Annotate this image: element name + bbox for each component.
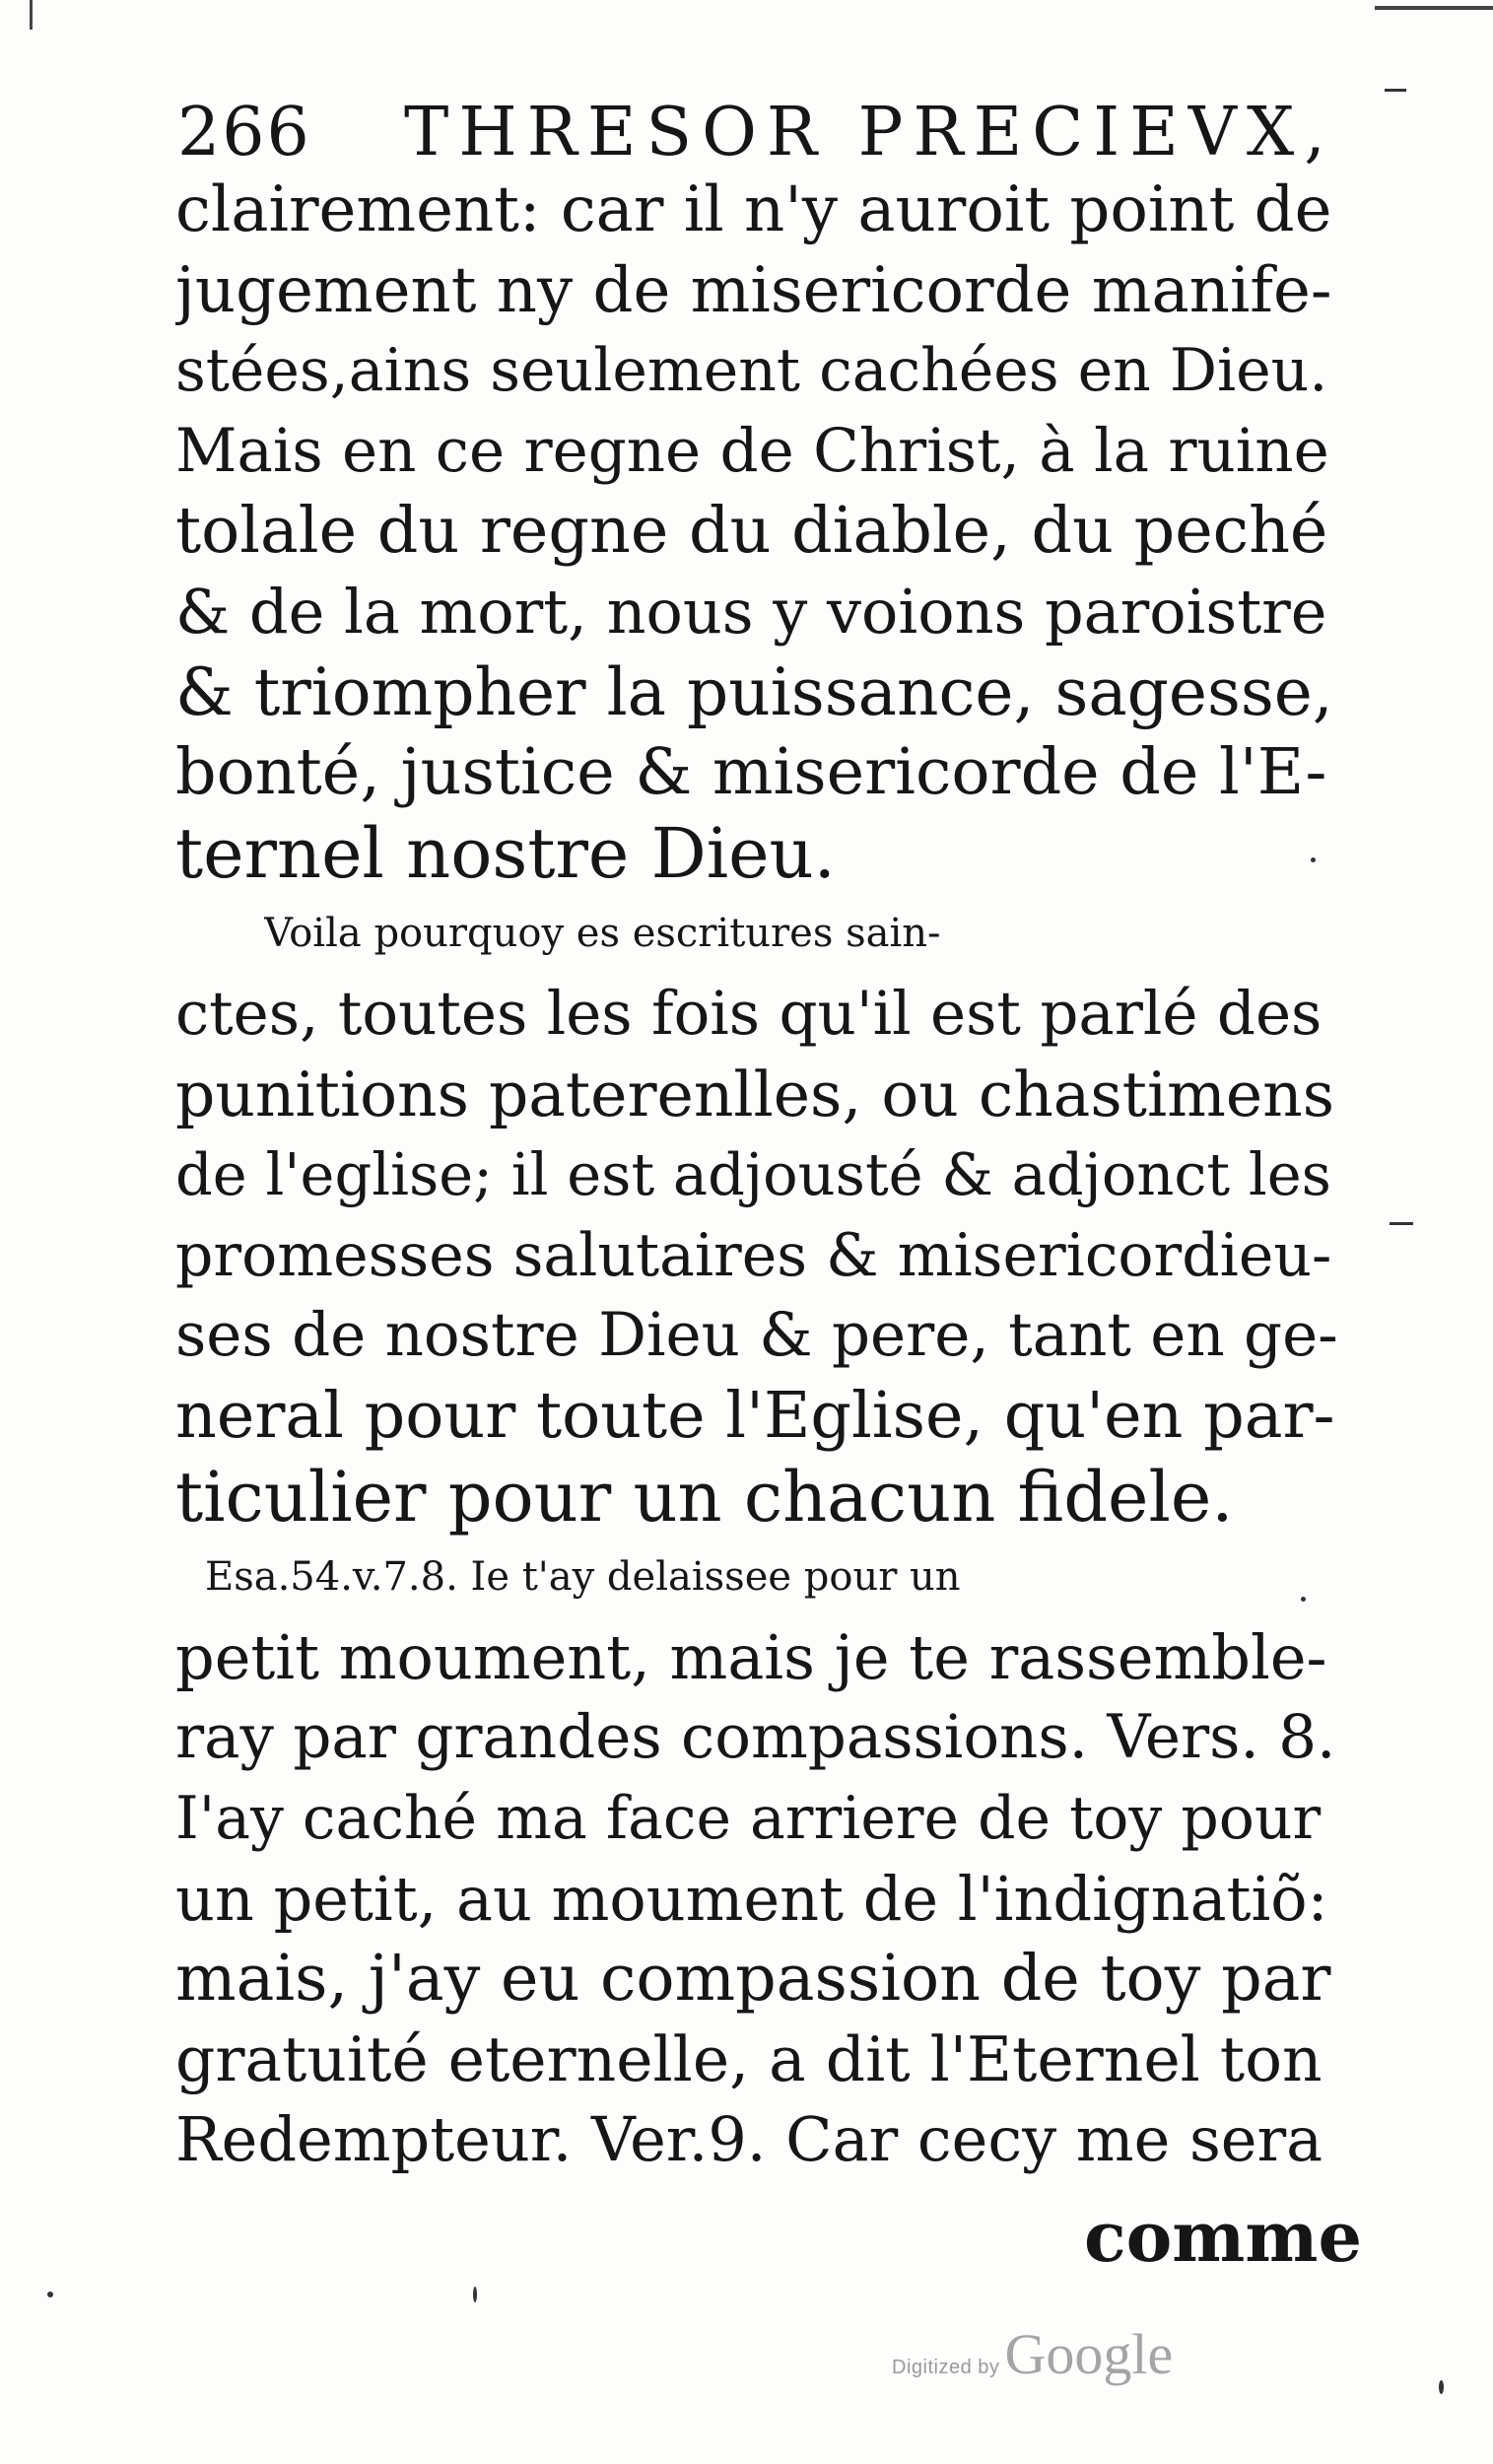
text-line: Mais en ce regne de Christ, à la ruine — [175, 415, 1329, 486]
watermark-small-text: Digitized by — [892, 2357, 1000, 2378]
text-line: Esa.54.v.7.8. Ie t'ay delaissee pour un — [205, 1554, 961, 1601]
scan-artifact-left-mark — [30, 0, 33, 30]
text-line: & triompher la puissance, sagesse, — [175, 653, 1333, 730]
text-line: tolale du regne du diable, du peché — [175, 494, 1328, 569]
text-line: neral pour toute l'Eglise, qu'en par- — [175, 1379, 1335, 1453]
text-line: & de la mort, nous y voions paroistre — [175, 576, 1327, 648]
text-line: jugement ny de misericorde manife- — [175, 253, 1332, 327]
text-line: de l'eglise; il est adjousté & adjonct les — [175, 1140, 1331, 1209]
scan-artifact-top-right-rule — [1375, 6, 1493, 10]
scan-artifact-speck — [1439, 2380, 1444, 2394]
scan-artifact-speck — [1301, 1597, 1306, 1602]
text-line: clairement: car il n'y auroit point de — [175, 173, 1332, 246]
scan-artifact-speck — [47, 2292, 53, 2297]
text-line: Voila pourquoy es escritures sain- — [264, 911, 941, 957]
scan-artifact-speck — [1385, 89, 1406, 92]
page-number: 266 — [177, 94, 311, 171]
digitized-by-google-watermark — [892, 2321, 1173, 2387]
text-line: I'ay caché ma face arriere de toy pour — [175, 1784, 1322, 1853]
scan-artifact-speck — [473, 2287, 477, 2302]
text-line: mais, j'ay eu compassion de toy par — [175, 1942, 1331, 2017]
text-line: punitions paterenlles, ou chastimens — [175, 1058, 1335, 1130]
scan-artifact-speck — [1390, 1222, 1413, 1225]
text-line: Redempteur. Ver.9. Car cecy me sera — [175, 2103, 1323, 2176]
running-title: THRESOR PRECIEVX, — [404, 94, 1335, 171]
text-line: ternel nostre Dieu. — [175, 812, 836, 894]
text-line: un petit, au moument de l'indignatiõ: — [175, 1862, 1328, 1935]
watermark-logo-text: Google — [1004, 2322, 1174, 2386]
text-line: ticulier pour un chacun fidele. — [175, 1456, 1234, 1538]
text-line: petit moument, mais je te rassemble- — [175, 1620, 1327, 1693]
text-line: ctes, toutes les fois qu'il est parlé des — [175, 979, 1323, 1049]
text-line: gratuité eternelle, a dit l'Eternel ton — [175, 2022, 1323, 2095]
text-line: bonté, justice & misericorde de l'E- — [175, 735, 1327, 810]
text-line: promesses salutaires & misericordieu- — [175, 1220, 1332, 1290]
text-line: stées,ains seulement cachées en Dieu. — [175, 336, 1328, 406]
text-line: ses de nostre Dieu & pere, tant en ge- — [175, 1300, 1338, 1371]
text-line: ray par grandes compassions. Vers. 8. — [175, 1702, 1336, 1773]
scan-artifact-speck — [1311, 857, 1316, 862]
catchword: comme — [1084, 2196, 1362, 2278]
